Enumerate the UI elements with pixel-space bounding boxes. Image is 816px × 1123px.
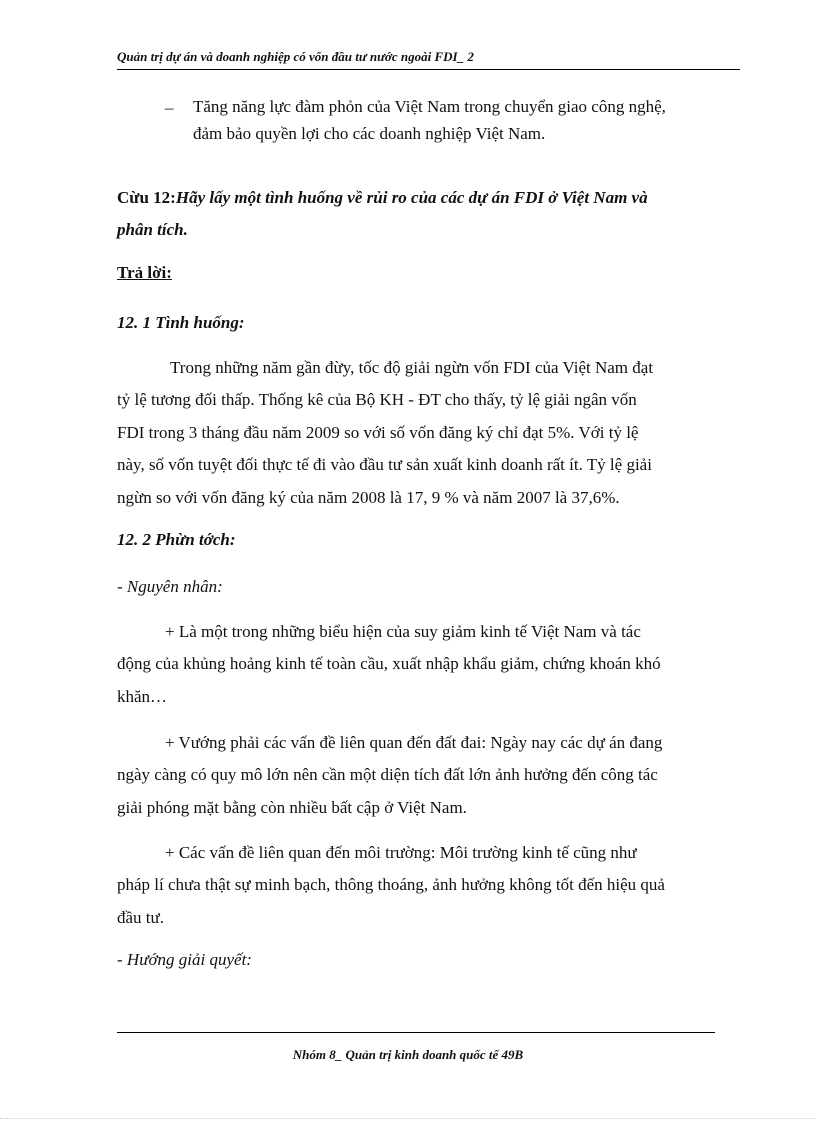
section-2-heading: 12. 2 Phừn tớch:: [117, 530, 236, 549]
page-edge-dots: [0, 1118, 816, 1119]
question-text-line2: phân tích.: [117, 220, 188, 239]
paragraph-line: giải phóng mặt bằng còn nhiều bất cập ở Việt Nam.: [117, 798, 467, 817]
paragraph-line: khăn…: [117, 687, 168, 706]
bullet-marker: –: [165, 98, 174, 117]
paragraph-line: ngừn so với vốn đăng ký của năm 2008 là 17, 9 % và năm 2007 là 37,6%.: [117, 488, 620, 507]
answer-label: Trả lời:: [117, 263, 172, 282]
paragraph-line: ngày càng có quy mô lớn nên cần một diện tích đất lớn ảnh hưởng đến công tác: [117, 765, 658, 784]
page-footer: Nhóm 8_ Quản trị kinh doanh quốc tế 49B: [292, 1047, 524, 1062]
paragraph-line: FDI trong 3 tháng đầu năm 2009 so với số vốn đăng ký chỉ đạt 5%. Với tỷ lệ: [117, 423, 639, 442]
cause-label: - Nguyên nhân:: [117, 577, 223, 596]
bullet-line: đảm bảo quyền lợi cho các doanh nghiệp Việt Nam.: [193, 124, 546, 143]
paragraph-line: đầu tư.: [117, 908, 164, 927]
page-header: Quản trị dự án và doanh nghiệp có vốn đầu tư nước ngoài FDI_ 2: [117, 49, 474, 64]
question-heading: [117, 182, 648, 246]
paragraph-line: + Là một trong những biểu hiện của suy giảm kinh tế Việt Nam và tác: [165, 622, 641, 641]
paragraph-line: + Các vấn đề liên quan đến môi trường: Môi trường kinh tế cũng như: [165, 843, 637, 862]
paragraph-line: Trong những năm gần đừy, tốc độ giải ngừn vốn FDI của Việt Nam đạt: [170, 358, 654, 377]
footer-rule: [117, 1032, 715, 1033]
header-rule: [117, 69, 740, 70]
paragraph-line: pháp lí chưa thật sự minh bạch, thông thoáng, ảnh hưởng không tốt đến hiệu quả: [117, 875, 665, 894]
solution-label: - Hướng giải quyết:: [117, 950, 252, 969]
paragraph-line: tỷ lệ tương đối thấp. Thống kê của Bộ KH - ĐT cho thấy, tỷ lệ giải ngân vốn: [117, 390, 637, 409]
section-1-heading: 12. 1 Tình huống:: [117, 313, 245, 332]
question-label: Cừu 12:: [117, 188, 176, 207]
paragraph-line: + Vướng phải các vấn đề liên quan đến đất đai: Ngày nay các dự án đang: [165, 733, 663, 752]
bullet-line: Tăng năng lực đàm phỏn của Việt Nam trong chuyển giao công nghệ,: [193, 97, 666, 116]
question-text-line1: Hãy lấy một tình huống về rủi ro của các dự án FDI ở Việt Nam và: [175, 188, 648, 207]
paragraph-line: động của khủng hoảng kinh tế toàn cầu, xuất nhập khẩu giảm, chứng khoán khó: [117, 654, 661, 673]
paragraph-line: này, số vốn tuyệt đối thực tế đi vào đầu tư sản xuất kinh doanh rất ít. Tỷ lệ giải: [117, 455, 652, 474]
